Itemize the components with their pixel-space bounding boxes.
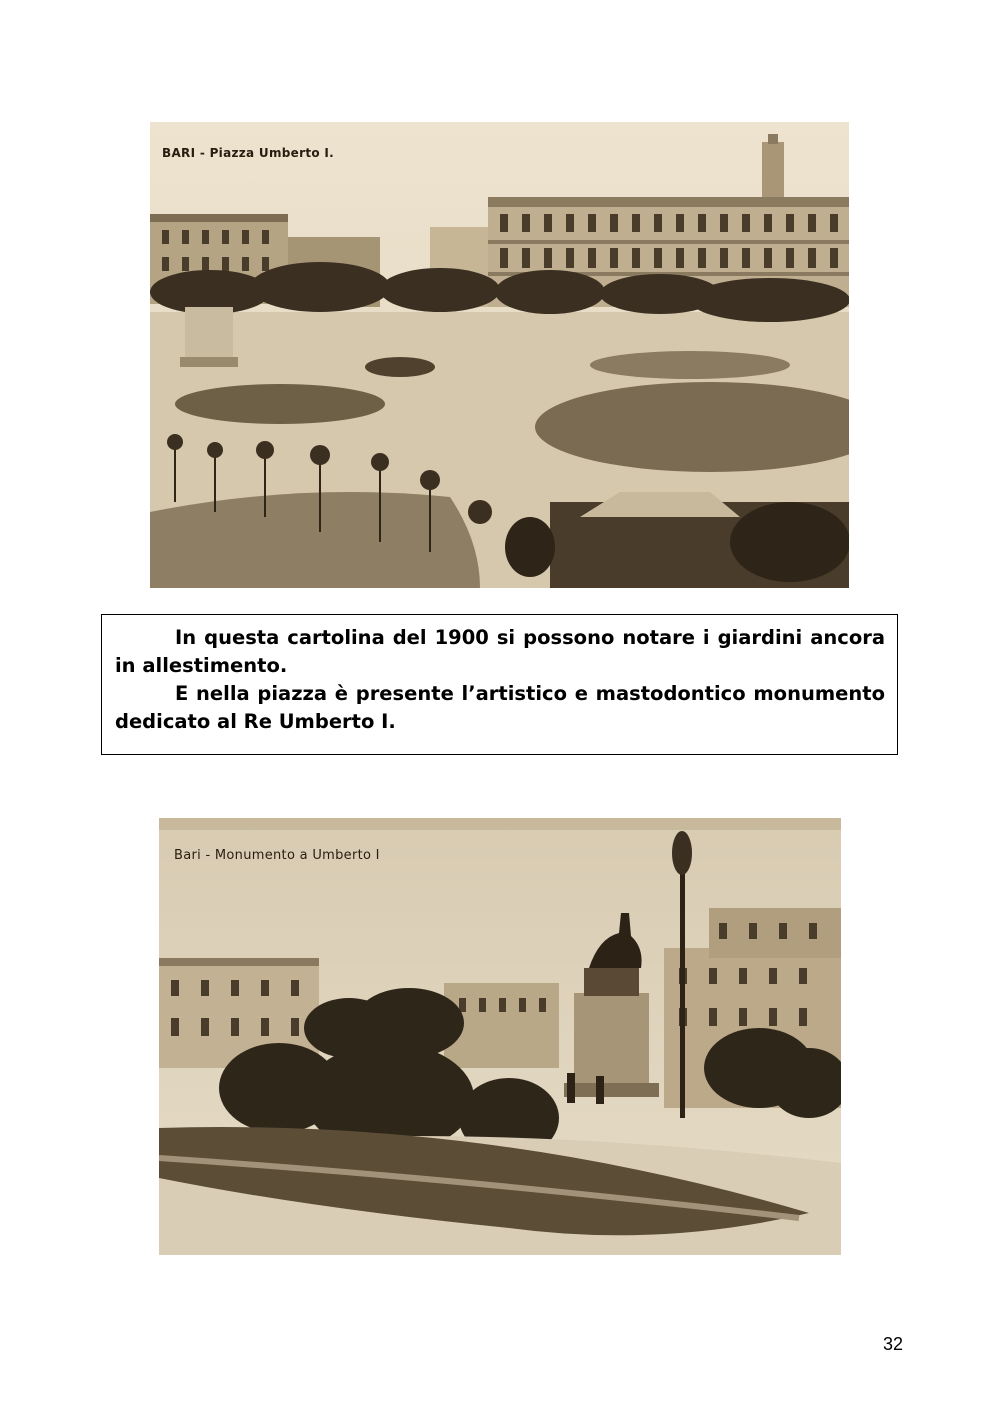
description-box	[101, 614, 898, 755]
page-number: 32	[883, 1334, 904, 1354]
description-paragraph: E nella piazza è presente l’artistico e mastodontico monumento dedicato al Re Umberto I.	[115, 682, 885, 733]
postcard-monumento-umberto	[159, 818, 841, 1255]
postcard-piazza-umberto-image	[150, 122, 849, 588]
description-paragraph: In questa cartolina del 1900 si possono notare i giardini ancora in allestimento.	[115, 626, 885, 677]
postcard-piazza-umberto	[150, 122, 849, 588]
postcard-monumento-umberto-image	[159, 818, 841, 1255]
postcard-caption: BARI - Piazza Umberto I.	[162, 146, 335, 160]
postcard-caption: Bari - Monumento a Umberto I	[174, 848, 380, 863]
